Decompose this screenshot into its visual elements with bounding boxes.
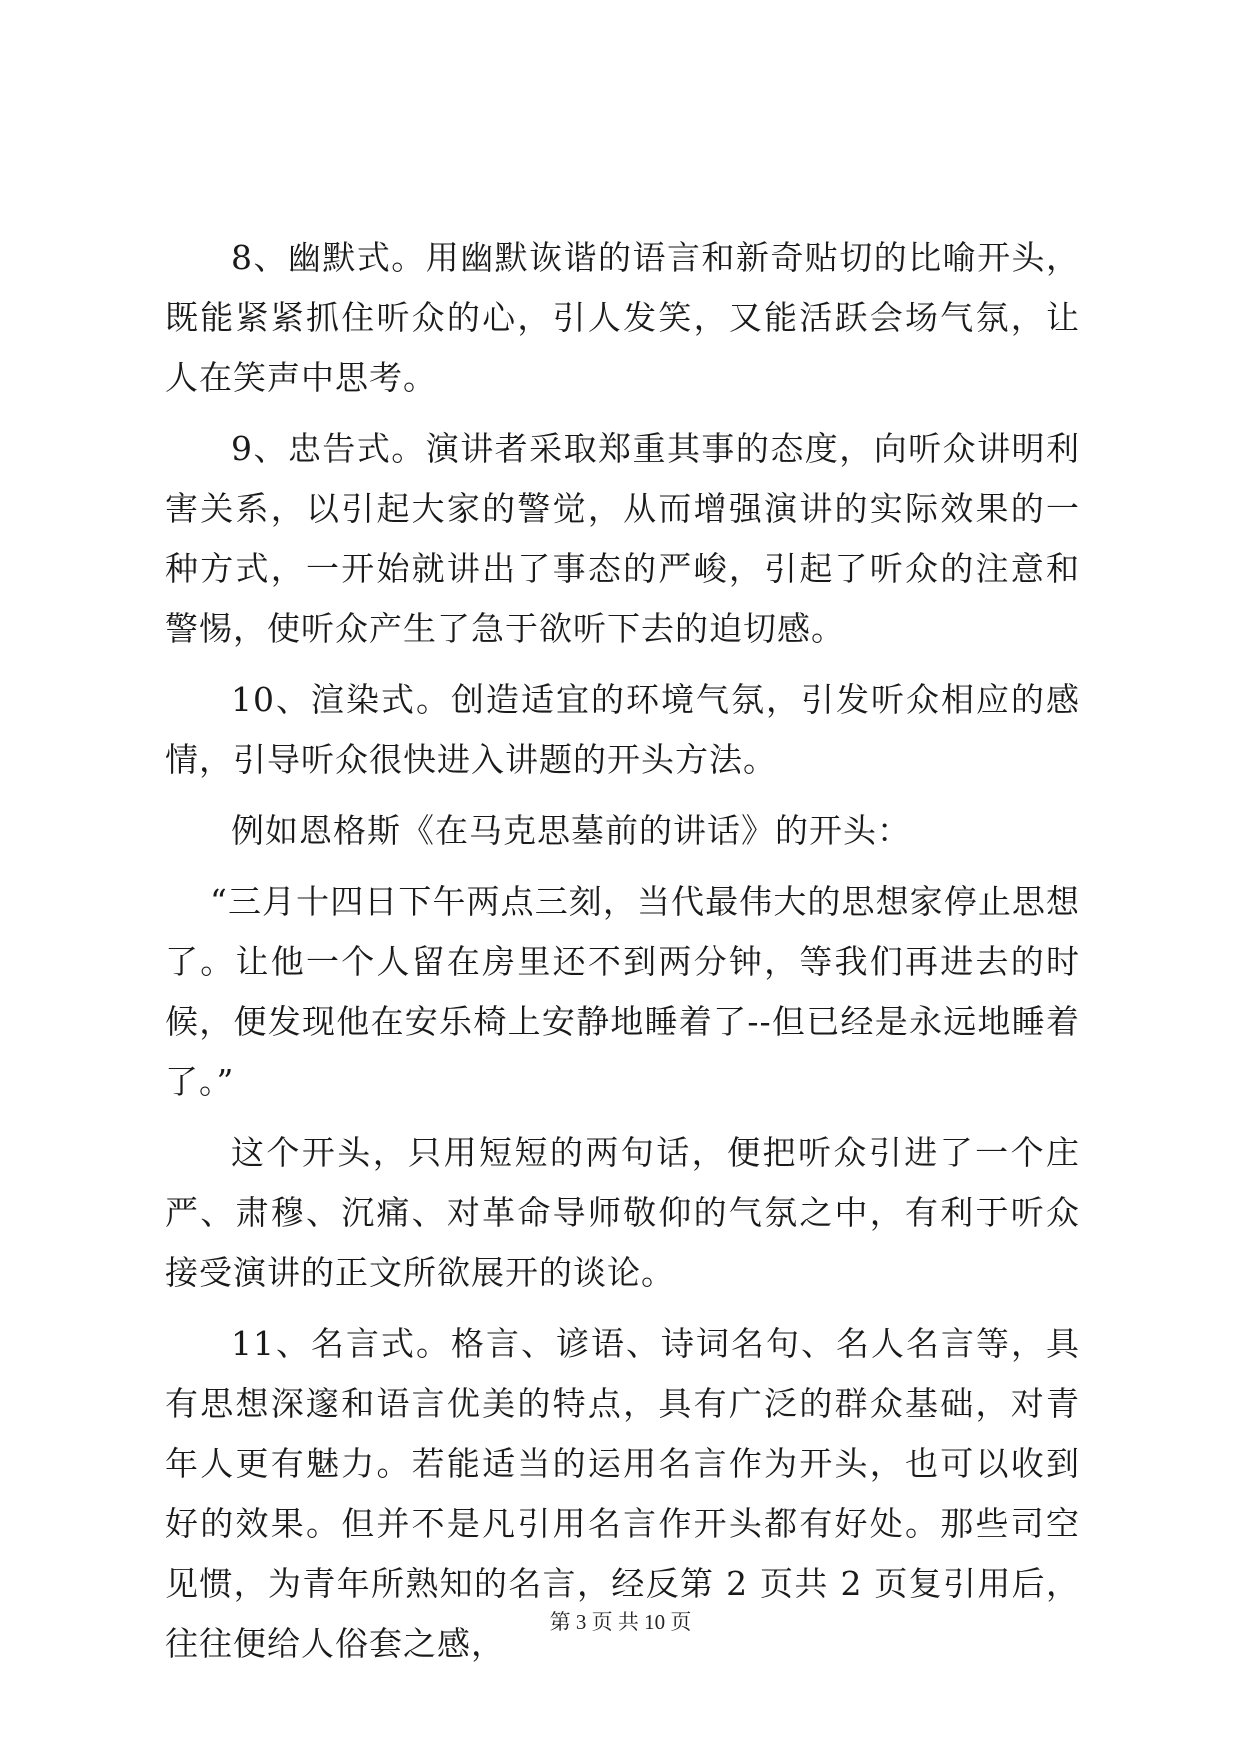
paragraph-advice: 9、忠告式。演讲者采取郑重其事的态度，向听众讲明利害关系，以引起大家的警觉，从而增强演讲的实际效果的一种方式，一开始就讲出了事态的严峻，引起了听众的注意和警惕，使听众产生了急于欲听下去的迫切感。: [165, 429, 1080, 648]
paragraph-commentary: 这个开头，只用短短的两句话，便把听众引进了一个庄严、肃穆、沉痛、对革命导师敬仰的气氛之中，有利于听众接受演讲的正文所欲展开的谈论。: [165, 1133, 1080, 1292]
paragraph-famous-quote: 11、名言式。格言、谚语、诗词名句、名人名言等，具有思想深邃和语言优美的特点，具有广泛的群众基础，对青年人更有魅力。若能适当的运用名言作为开头，也可以收到好的效果。但并不是凡引用名言作开头都有好处。那些司空见惯，为青年所熟知的名言，经反第 2 页共 2 页复引用后，往往便给人俗套之感，: [165, 1324, 1080, 1663]
page-number-footer: 第 3 页 共 10 页: [549, 1610, 692, 1634]
paragraph-example-intro: 例如恩格斯《在马克思墓前的讲话》的开头：: [231, 811, 911, 850]
paragraph-quote: “三月十四日下午两点三刻，当代最伟大的思想家停止思想了。让他一个人留在房里还不到两分钟，等我们再进去的时候，便发现他在安乐椅上安静地睡着了--但已经是永远地睡着了。”: [165, 882, 1080, 1101]
paragraph-humor: 8、幽默式。用幽默诙谐的语言和新奇贴切的比喻开头，既能紧紧抓住听众的心，引人发笑，又能活跃会场气氛，让人在笑声中思考。: [165, 238, 1080, 397]
document-body: [165, 228, 1080, 1674]
paragraph-atmosphere: 10、渲染式。创造适宜的环境气氛，引发听众相应的感情，引导听众很快进入讲题的开头方法。: [165, 680, 1080, 779]
